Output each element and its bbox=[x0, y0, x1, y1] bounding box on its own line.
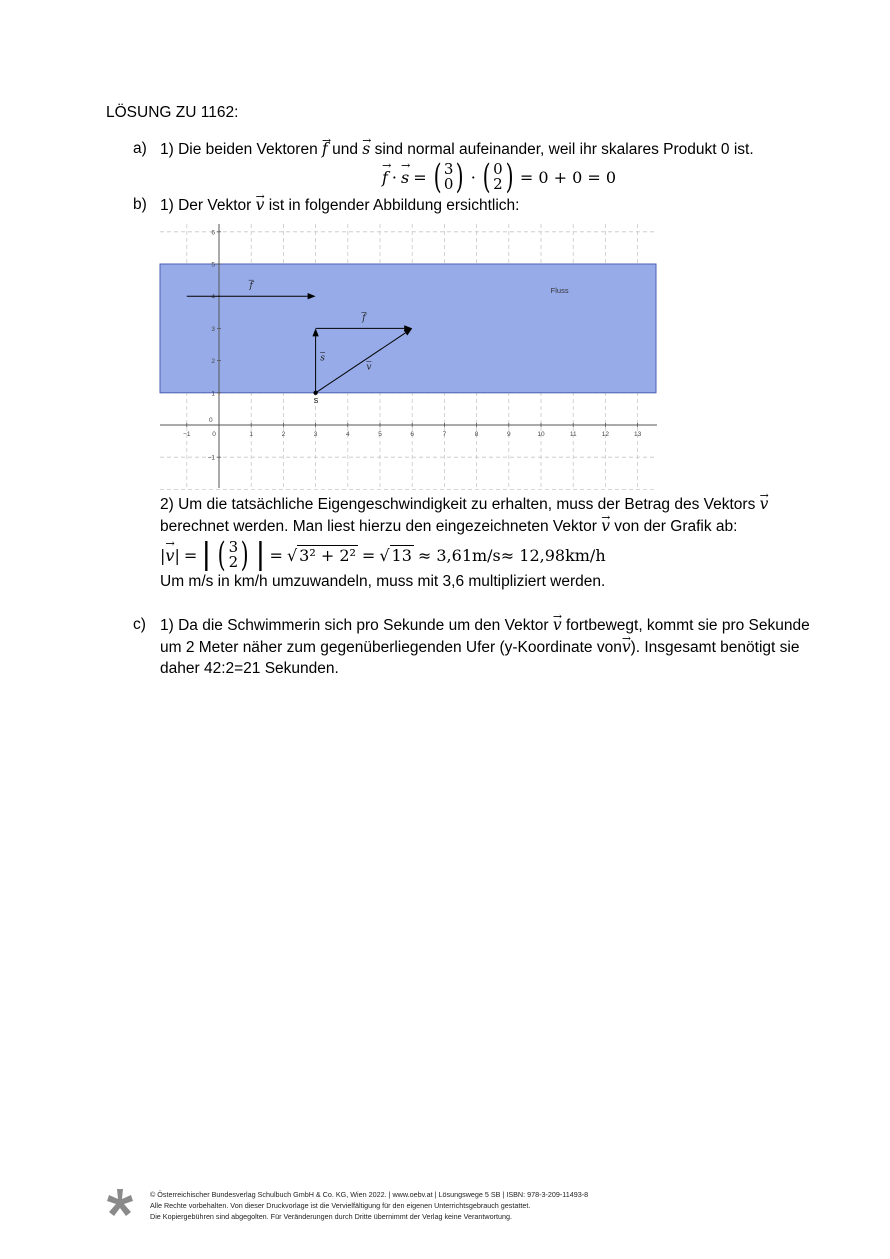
x-tick-label: 11 bbox=[569, 431, 577, 438]
part-b2-line1 bbox=[160, 493, 768, 516]
part-b-text bbox=[160, 194, 519, 217]
part-a-text-1: Die beiden Vektoren bbox=[178, 141, 318, 158]
x-tick-label: −1 bbox=[183, 431, 191, 438]
column-vector-2: ( 0 2 ) bbox=[482, 157, 514, 197]
x-tick-label: 7 bbox=[442, 431, 447, 438]
y-tick-label: 5 bbox=[211, 261, 215, 269]
eq-equals: = bbox=[413, 167, 427, 187]
eq-rhs: = 0 + 0 = 0 bbox=[519, 167, 617, 187]
vector-diagram bbox=[150, 218, 665, 490]
eq-dot-2: · bbox=[470, 167, 476, 187]
calc-result: ≈ 3,61m/s≈ 12,98km/h bbox=[417, 545, 606, 565]
footer-line-2: Alle Rechte vorbehalten. Von dieser Druckvorlage ist die Vervielfältigung für den eigenen Unterrichtsgebrauch gestattet. bbox=[150, 1201, 531, 1210]
calc-sqrt-arg: 3² + 2² bbox=[299, 545, 356, 565]
river-label: Fluss bbox=[550, 285, 569, 295]
vector-f-label: f bbox=[249, 281, 253, 292]
conversion-note: Um m/s in km/h umzuwandeln, muss mit 3,6 multipliziert werden. bbox=[160, 573, 606, 590]
vector-v-symbol: v → bbox=[256, 194, 265, 216]
calc-eq-1: = bbox=[183, 545, 198, 565]
calc-cv-bottom: 2 bbox=[228, 553, 239, 571]
vector-s-label: s bbox=[320, 353, 325, 364]
scalar-product-equation bbox=[382, 157, 617, 197]
calc-cv-top: 3 bbox=[228, 538, 239, 556]
x-tick-label: 10 bbox=[537, 431, 545, 438]
y-tick-label: 4 bbox=[211, 293, 215, 301]
y-tick-label: 6 bbox=[211, 229, 215, 237]
part-c-text-1b: fortbewegt, kommt sie pro Sekunde bbox=[565, 617, 810, 634]
vector-v-label: v bbox=[366, 362, 372, 373]
part-a-num: 1) bbox=[160, 141, 174, 158]
x-tick-label: 8 bbox=[474, 431, 479, 438]
part-b-text-1: Der Vektor bbox=[178, 197, 252, 214]
publisher-logo-icon bbox=[104, 1187, 136, 1221]
vector-f-symbol: f → bbox=[322, 138, 328, 160]
part-b-text-2: ist in folgender Abbildung ersichtlich: bbox=[268, 197, 520, 214]
eq-vector-s: s → bbox=[401, 168, 409, 187]
part-c-marker: c) bbox=[133, 616, 146, 633]
point-s bbox=[313, 391, 317, 395]
cv1-bottom: 0 bbox=[443, 175, 454, 193]
cv2-bottom: 2 bbox=[493, 175, 503, 193]
calc-eq-2: = bbox=[269, 545, 283, 565]
footer-line-3: Die Kopiergebühren sind abgegolten. Für Veränderungen durch Dritte übernimmt der Verlag keine Verantwortung. bbox=[150, 1212, 512, 1221]
x-tick-label: 9 bbox=[506, 431, 511, 438]
footer-line-1: © Österreichischer Bundesverlag Schulbuch GmbH & Co. KG, Wien 2022. | www.oebv.at | Lösungswege 5 SB | ISBN: 978-3-209-11493-8 bbox=[150, 1190, 589, 1199]
vector-f-label: f bbox=[362, 313, 366, 324]
x-tick-label: 13 bbox=[633, 431, 642, 438]
part-c-line3: daher 42:2=21 Sekunden. bbox=[160, 660, 339, 677]
part-c-text-2b: ). Insgesamt benötigt sie bbox=[630, 639, 800, 656]
part-c-line2 bbox=[160, 636, 799, 659]
eq-dot: · bbox=[391, 167, 398, 187]
part-b-num: 1) bbox=[160, 197, 174, 214]
page-title: LÖSUNG ZU 1162: bbox=[106, 104, 239, 121]
vector-v-symbol-3: v → bbox=[601, 515, 610, 537]
cv1-top: 3 bbox=[443, 160, 454, 178]
x-tick-label: 2 bbox=[281, 431, 286, 438]
y-tick-label: 0 bbox=[209, 417, 213, 424]
x-tick-label: 12 bbox=[601, 431, 610, 438]
vector-v-symbol-4: v → bbox=[553, 614, 562, 636]
vector-v-symbol-2: v → bbox=[760, 493, 769, 515]
y-tick-label: 3 bbox=[211, 325, 215, 333]
part-b2-text-2b: von der Grafik ab: bbox=[614, 518, 738, 535]
cv2-top: 0 bbox=[493, 160, 503, 178]
part-b-marker: b) bbox=[133, 196, 147, 213]
part-b2-text-1: 2) Um die tatsächliche Eigengeschwindigkeit zu erhalten, muss der Betrag des Vektors bbox=[160, 496, 756, 513]
y-tick-label: 1 bbox=[211, 390, 215, 398]
y-tick-label: 2 bbox=[211, 358, 215, 366]
vector-v-symbol-5: v → bbox=[622, 636, 631, 658]
calc-eq-3: = bbox=[361, 545, 376, 565]
part-c-text-1a: 1) Da die Schwimmerin sich pro Sekunde um den Vektor bbox=[160, 617, 549, 634]
part-a-text-2: und bbox=[332, 141, 358, 158]
point-s-label: S bbox=[313, 397, 319, 405]
x-tick-label: 3 bbox=[313, 431, 318, 438]
part-c-text-2a: um 2 Meter näher zum gegenüberliegenden Ufer (y-Koordinate von bbox=[160, 639, 622, 656]
x-tick-label: 0 bbox=[212, 431, 216, 438]
magnitude-calculation: |v →| = | ( 3 2 ) | = √ 3² + 2² = √ 13 ≈ 3,61m/s≈ 12,98km/h bbox=[160, 538, 606, 572]
x-tick-label: 5 bbox=[378, 431, 382, 438]
x-tick-label: 4 bbox=[345, 431, 350, 438]
part-a-marker: a) bbox=[133, 140, 147, 157]
x-tick-label: 6 bbox=[410, 431, 415, 438]
column-vector-1: ( 3 0 ) bbox=[433, 157, 465, 197]
part-a-text-3: sind normal aufeinander, weil ihr skalares Produkt 0 ist. bbox=[374, 141, 754, 158]
vector-s-symbol: s → bbox=[362, 138, 370, 160]
calc-column-vector: ( 3 2 ) bbox=[217, 535, 249, 575]
calc-vector-v: v → bbox=[165, 546, 174, 565]
eq-vector-f: f → bbox=[382, 168, 388, 187]
part-c-line1 bbox=[160, 614, 810, 637]
part-b2-text-2a: berechnet werden. Man liest hierzu den eingezeichneten Vektor bbox=[160, 518, 597, 535]
y-tick-label: −1 bbox=[207, 454, 215, 462]
calc-sqrt-13: 13 bbox=[391, 545, 412, 565]
x-tick-label: 1 bbox=[249, 431, 254, 438]
